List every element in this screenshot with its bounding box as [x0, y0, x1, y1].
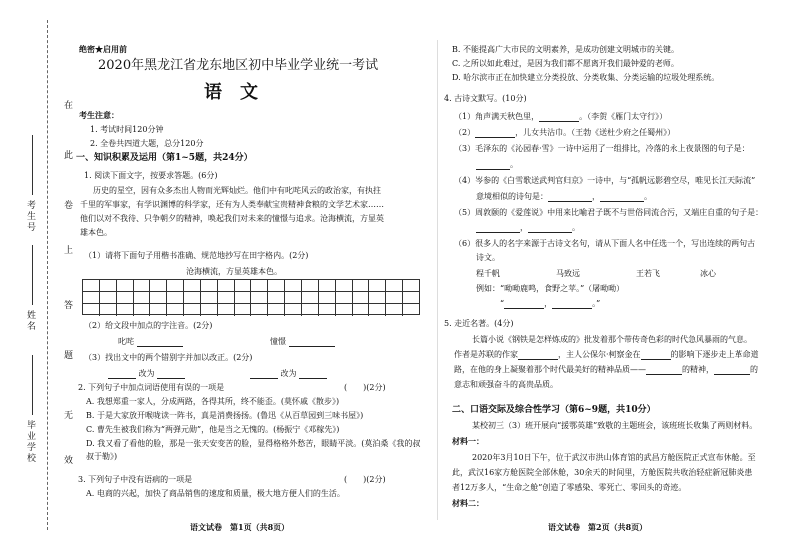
option-c: C. 之所以如此难过，是因为我们都不愿离开我们最钟爱的老师。	[452, 59, 679, 68]
section-heading: 二、口语交际及综合性学习（第6~9题，共10分）	[452, 405, 656, 415]
name-field[interactable]	[32, 245, 33, 305]
option-b: B. 不能提高广大市民的文明素养，是成功创建文明城市的关键。	[452, 45, 679, 54]
binding-seal-char: 卷	[62, 200, 72, 211]
fill-line: “ ， 。”	[500, 299, 601, 308]
page-footer: 语文试卷 第1页（共8页）	[190, 522, 290, 532]
secret-tag: 绝密★启用前	[79, 44, 127, 54]
passage-line: 雄本色。	[80, 228, 112, 237]
question-stem: 5. 走近名著。(4分)	[444, 319, 514, 328]
typo-blank[interactable]	[108, 369, 136, 379]
school-field[interactable]	[32, 355, 33, 415]
name-option: 王若飞	[636, 269, 660, 278]
option-d: D. 我又看了看他的脸，那是一张天安变苦的脸，显得格格外愁苦，眼睛平淡。(莫泊桑《我的叔叔于勒》)	[86, 439, 421, 461]
binding-seal-char: 效	[62, 455, 72, 466]
copy-sentence: 沧海横流，方显英雄本色。	[186, 267, 282, 276]
fill-line: 诗文。	[476, 253, 500, 262]
passage-line: 历史的星空，因有众多杰出人物而光辉灿烂。他们中有叱咤风云的政治家，有执拄	[93, 186, 381, 195]
answer-blank[interactable]	[600, 192, 644, 202]
question-stem: 3. 下列句子中没有语病的一项是	[78, 475, 193, 484]
question-score: ( )(2分)	[344, 383, 386, 392]
fill-text: 意境相似的诗句是：	[476, 192, 548, 201]
answer-blank[interactable]	[475, 128, 515, 138]
sub-question: （1）请将下面句子用楷书准确、规范地抄写在田字格内。(2分)	[84, 251, 309, 260]
binding-seal-char: 上	[62, 245, 72, 256]
fill-text: 的影响下逐步走上革命道	[670, 350, 759, 359]
word-b: 憧憬	[270, 337, 286, 346]
exam-title: 2020年黑龙江省龙东地区初中毕业学业统一考试	[98, 58, 379, 73]
notice-title: 考生注意：	[79, 110, 119, 120]
answer-blank[interactable]	[518, 350, 558, 360]
fill-text: ，主人公保尔·柯察金在	[558, 350, 641, 359]
passage-line: 他们以对不我待、只争朝夕的精神，唤起我们对未来的憧憬与追求。沧海横流，方显英	[80, 214, 384, 223]
material-text: 此，武汉16家方舱医院全部休舱，30余天的时间里，方舱医院共收治轻症新冠肺炎患	[452, 468, 753, 477]
name-option: 程千帆	[476, 269, 500, 278]
option-c: C. 曹先生被我们称为“两弹元勋”，他是当之无愧的。(杨振宁《邓稼先》)	[86, 425, 340, 434]
material-text: 者12万多人，“生命之舱”创造了零感染、零死亡、零回头的奇迹。	[452, 483, 687, 492]
question-prompt: 1. 阅读下面文字，按要求答题。(6分)	[84, 171, 218, 180]
school-label: 毕业学校	[25, 420, 35, 464]
fill-line: （6）很多人的名字来源于古诗文名句，请从下面人名中任选一个，写出连续的两句古	[454, 239, 756, 248]
option-d: D. 哈尔滨市正在加快建立分类投放、分类收集、分类运输的垃圾处理系统。	[452, 73, 720, 82]
correct-label: 改为	[280, 369, 297, 378]
binding-dashed-line	[47, 20, 48, 530]
correction-item	[250, 368, 327, 379]
answer-blank[interactable]	[552, 299, 592, 309]
fill-line	[476, 159, 518, 170]
correction-blank[interactable]	[299, 369, 327, 379]
answer-blank[interactable]	[476, 223, 520, 233]
answer-blank[interactable]	[539, 112, 579, 122]
fill-line	[454, 127, 675, 138]
typo-blank[interactable]	[250, 369, 278, 379]
material-title: 材料一：	[452, 436, 484, 446]
answer-blank[interactable]	[476, 160, 510, 170]
binding-seal-char: 此	[62, 150, 72, 161]
fill-line	[454, 364, 758, 375]
answer-blank[interactable]	[646, 365, 682, 375]
binding-seal-char: 答	[62, 300, 72, 311]
fill-line: （4）岑参的《白雪歌送武判官归京》一诗中，与“孤帆远影碧空尽，唯见长江天际流”	[454, 176, 756, 185]
fill-line	[454, 111, 667, 122]
fill-line: ， 。	[476, 222, 580, 233]
fill-text: 的	[750, 365, 758, 374]
fill-text: 路，在他的身上凝聚着那个时代最美好的精神品质——	[454, 365, 646, 374]
name-option: 马致远	[556, 269, 580, 278]
answer-blank[interactable]	[641, 350, 671, 360]
binding-seal-char: 题	[62, 350, 72, 361]
answer-blank[interactable]	[714, 365, 750, 375]
q5-text: 意志和顽强奋斗的高贵品质。	[454, 380, 558, 389]
intro-text: 某校初三（3）班开展向“援鄂英雄”致敬的主题班会，该班班长收集了两则材料。	[472, 421, 758, 430]
pinyin-blank-b[interactable]	[289, 337, 335, 347]
correction-item	[108, 368, 185, 379]
fill-line: 意境相似的诗句是： ， 。	[476, 192, 652, 201]
name-option: 冰心	[700, 269, 716, 278]
pinyin-item	[118, 336, 183, 347]
material-text: 2020年3月10日下午，位于武汉市洪山体育馆的武昌方舱医院正式宣布休舱。至	[472, 453, 756, 462]
pinyin-item	[270, 336, 335, 347]
fill-line: （5）周敦颐的《爱莲说》中用来比喻君子既不与世俗同流合污，又端庄自重的句子是：	[454, 208, 764, 217]
question-score: ( )(2分)	[344, 475, 386, 484]
fill-text: （1）角声满天秋色里，	[454, 112, 540, 121]
question-stem: 4. 古诗文默写。(10分)	[444, 94, 527, 103]
name-label: 姓名	[25, 310, 35, 332]
notice-item: 2. 全卷共四道大题，总分120分	[90, 139, 204, 148]
answer-blank[interactable]	[504, 299, 544, 309]
section-heading: 一、知识积累及运用（第1~5题，共24分）	[76, 153, 253, 163]
sub-question: （2）给文段中加点的字注音。(2分)	[84, 321, 213, 330]
page-footer: 语文试卷 第2页（共8页）	[548, 522, 648, 532]
option-b: B. 于是大家放开喉咙读一阵书，真是消费扬扬。(鲁迅《从百草园到三味书屋》)	[86, 411, 364, 420]
word-a: 叱咤	[118, 337, 134, 346]
fill-line	[454, 349, 759, 360]
exam-no-label: 考生号	[25, 200, 35, 233]
page-divider	[437, 40, 438, 520]
answer-blank[interactable]	[548, 192, 592, 202]
exam-no-field[interactable]	[32, 135, 33, 195]
option-a: A. 我想郑重一家人，分成两路，各得其所，终不能歪。(莫怀戚《散步》)	[86, 397, 340, 406]
sub-question: （3）找出文中的两个错别字并加以改正。(2分)	[84, 353, 253, 362]
q5-text: 长篇小说《钢铁是怎样炼成的》批发着那个带传奇色彩的时代急风暴雨的气息。	[472, 335, 752, 344]
fill-text: 。（李贺《雁门太守行》）	[579, 112, 668, 121]
pinyin-blank-a[interactable]	[137, 337, 183, 347]
subject-title: 语文	[204, 82, 276, 103]
binding-seal-char: 在	[62, 100, 72, 111]
passage-line: 千里的军事家，有学识渊博的科学家，还有为人类奉献宝贵精神食粮的文学艺术家……	[80, 200, 384, 209]
question-stem: 2. 下列句子中加点词语使用有误的一项是	[78, 383, 225, 392]
example-line: 例如：“呦呦鹿鸣，食野之苹。”（屠呦呦）	[476, 284, 625, 293]
fill-text: 。	[510, 160, 518, 169]
correction-blank[interactable]	[157, 369, 185, 379]
material-title: 材料二：	[452, 498, 484, 508]
fill-text: ，儿女共沾巾。（王勃《送杜少府之任蜀州》）	[515, 128, 676, 137]
fill-text: 作者是苏联的作家	[454, 350, 518, 359]
tianzige-grid[interactable]	[82, 279, 420, 315]
answer-blank[interactable]	[528, 223, 572, 233]
notice-item: 1. 考试时间120分钟	[90, 125, 164, 134]
option-a: A. 电商的兴起，加快了商品销售的速度和质量，极大地方便人们的生活。	[86, 489, 345, 498]
fill-text: （2）	[454, 128, 476, 137]
correct-label: 改为	[138, 369, 155, 378]
fill-text: 的精神，	[682, 365, 714, 374]
fill-line: （3）毛泽东的《沁园春·雪》一诗中运用了一组排比，冷落的永上夜景图的句子是：	[454, 144, 750, 153]
binding-seal-char: 无	[62, 410, 72, 421]
